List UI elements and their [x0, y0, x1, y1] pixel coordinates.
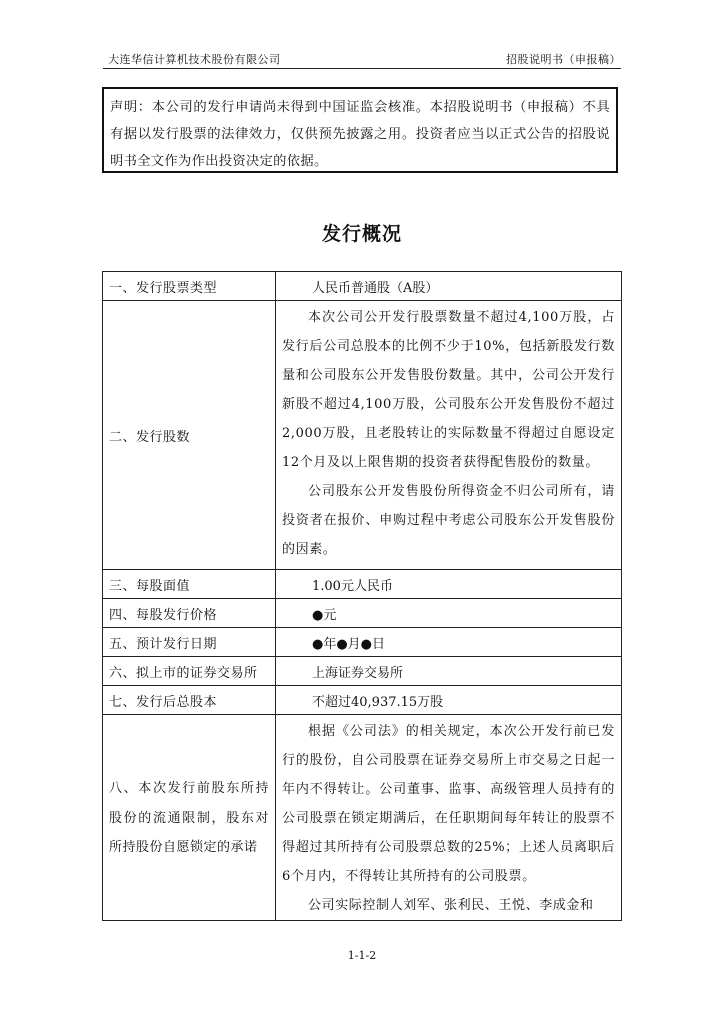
table-row — [103, 301, 622, 570]
paragraph: 公司实际控制人刘军、张利民、王悦、李成金和 — [308, 898, 594, 913]
row-label: 四、每股发行价格 — [103, 599, 276, 628]
table-row — [103, 628, 622, 657]
row-value: 不超过40,937.15万股 — [276, 686, 622, 715]
header-doc-type: 招股说明书（申报稿） — [506, 53, 621, 66]
header-rule — [103, 68, 621, 69]
table-row — [103, 657, 622, 686]
row-label: 二、发行股数 — [103, 301, 276, 570]
table-row — [103, 686, 622, 715]
row-value: ●年●月●日 — [276, 628, 622, 657]
page-title: 发行概况 — [321, 223, 402, 245]
row-value — [276, 301, 622, 570]
header-company: 大连华信计算机技术股份有限公司 — [108, 53, 281, 66]
row-label: 三、每股面值 — [103, 570, 276, 599]
row-label — [103, 715, 276, 921]
lockup-label: 八、本次发行前股东所持股份的流通限制，股东对所持股份自愿锁定的承诺 — [109, 781, 269, 856]
row-label: 一、发行股票类型 — [103, 272, 276, 301]
row-label: 七、发行后总股本 — [103, 686, 276, 715]
page-number: 1-1-2 — [347, 949, 377, 962]
table-row — [103, 715, 622, 921]
paragraph: 本次公司公开发行股票数量不超过4,100万股，占发行后公司总股本的比例不少于10%，包括新股发行数量和公司股东公开发售股份数量。其中，公司公开发行新股不超过4,100万股，公司股东公开发售股份不超过2,000万股，且老股转让的实际数量不得超过自愿设定12个月及以上限售期的投资者获得配售股份的数量。 — [282, 310, 615, 470]
table-row — [103, 272, 622, 301]
row-label: 六、拟上市的证券交易所 — [103, 657, 276, 686]
paragraph: 公司股东公开发售股份所得资金不归公司所有，请投资者在报价、申购过程中考虑公司股东公开发售股份的因素。 — [282, 484, 615, 557]
row-value: 上海证券交易所 — [276, 657, 622, 686]
row-value: ●元 — [276, 599, 622, 628]
row-label: 五、预计发行日期 — [103, 628, 276, 657]
row-value — [276, 715, 622, 921]
row-value: 1.00元人民币 — [276, 570, 622, 599]
row-value: 人民币普通股（A股） — [276, 272, 622, 301]
table-row — [103, 599, 622, 628]
disclaimer-box: 声明：本公司的发行申请尚未得到中国证监会核准。本招股说明书（申报稿）不具有据以发行股票的法律效力，仅供预先披露之用。投资者应当以正式公告的招股说明书全文作为作出投资决定的依据。 — [102, 87, 618, 173]
table-row — [103, 570, 622, 599]
paragraph: 根据《公司法》的相关规定，本次公开发行前已发行的股份，自公司股票在证券交易所上市交易之日起一年内不得转让。公司董事、监事、高级管理人员持有的公司股票在锁定期满后，在任职期间每年转让的股票不得超过其所持有公司股票总数的25%；上述人员离职后6个月内，不得转让其所持有的公司股票。 — [282, 724, 615, 884]
offering-overview-table — [102, 271, 622, 921]
